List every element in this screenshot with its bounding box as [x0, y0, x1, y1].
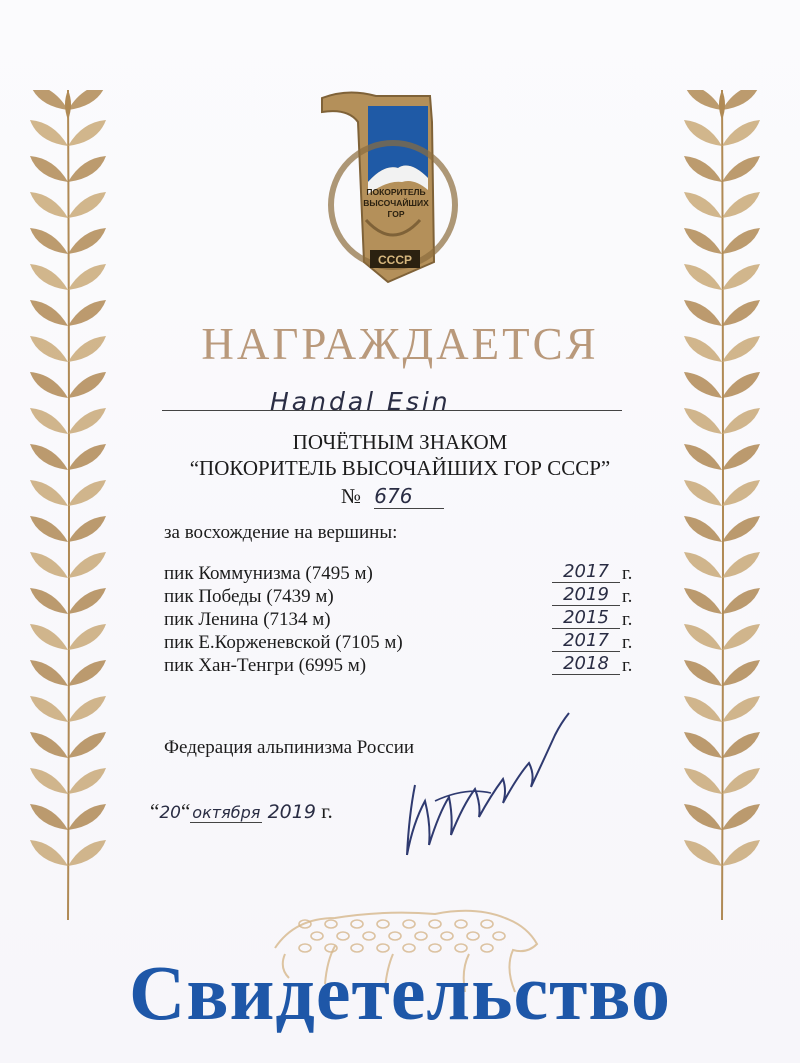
list-item	[164, 562, 644, 585]
recipient-name: Handal Esin	[270, 387, 451, 416]
award-line-1: ПОЧЁТНЫМ ЗНАКОМ	[292, 430, 508, 454]
peak-name: пик Е.Корженевской (7105 м)	[164, 632, 403, 653]
award-line-2: “ПОКОРИТЕЛЬ ВЫСОЧАЙШИХ ГОР СССР”	[189, 456, 611, 480]
award-number: 676	[374, 484, 444, 509]
date-month: октября	[192, 803, 261, 822]
date-open-quote: “	[150, 799, 160, 823]
date-day: 20	[159, 803, 181, 823]
badge-country: СССР	[377, 253, 413, 267]
document-title: Свидетельство	[129, 949, 671, 1036]
list-item	[164, 631, 644, 654]
peak-year: 2019	[552, 583, 620, 606]
number-label: №	[341, 484, 362, 508]
list-item	[164, 585, 644, 608]
peak-year: 2017	[552, 629, 620, 652]
year-suffix: г.	[622, 632, 633, 653]
signature	[395, 705, 575, 865]
peak-name: пик Коммунизма (7495 м)	[164, 563, 373, 584]
award-number-row	[341, 484, 444, 509]
badge-line-3: ГОР	[387, 209, 405, 219]
list-item	[164, 654, 644, 677]
peak-name: пик Победы (7439 м)	[164, 586, 334, 607]
laurel-branch-right-icon	[672, 90, 772, 920]
award-heading: НАГРАЖДАЕТСЯ	[201, 319, 599, 369]
badge-emblem	[318, 90, 458, 285]
badge-line-2: ВЫСОЧАЙШИХ	[363, 198, 429, 208]
issue-date	[150, 799, 333, 824]
year-suffix: г.	[622, 655, 633, 676]
ascents-intro: за восхождение на вершины:	[164, 522, 398, 543]
peak-year: 2015	[552, 606, 620, 629]
list-item	[164, 608, 644, 631]
peak-name: пик Хан-Тенгри (6995 м)	[164, 655, 367, 676]
year-suffix: г.	[622, 563, 633, 584]
year-suffix: г.	[622, 586, 633, 607]
federation-name: Федерация альпинизма России	[164, 737, 415, 758]
peak-name: пик Ленина (7134 м)	[164, 609, 331, 630]
laurel-branch-left-icon	[18, 90, 118, 920]
peak-year: 2018	[552, 652, 620, 675]
date-suffix: г.	[321, 799, 333, 823]
date-close-quote: “	[180, 799, 191, 823]
date-year: 2019	[267, 801, 316, 823]
badge-line-1: ПОКОРИТЕЛЬ	[366, 187, 426, 197]
peak-year: 2017	[552, 560, 620, 583]
year-suffix: г.	[622, 609, 633, 630]
peaks-list	[164, 562, 644, 677]
